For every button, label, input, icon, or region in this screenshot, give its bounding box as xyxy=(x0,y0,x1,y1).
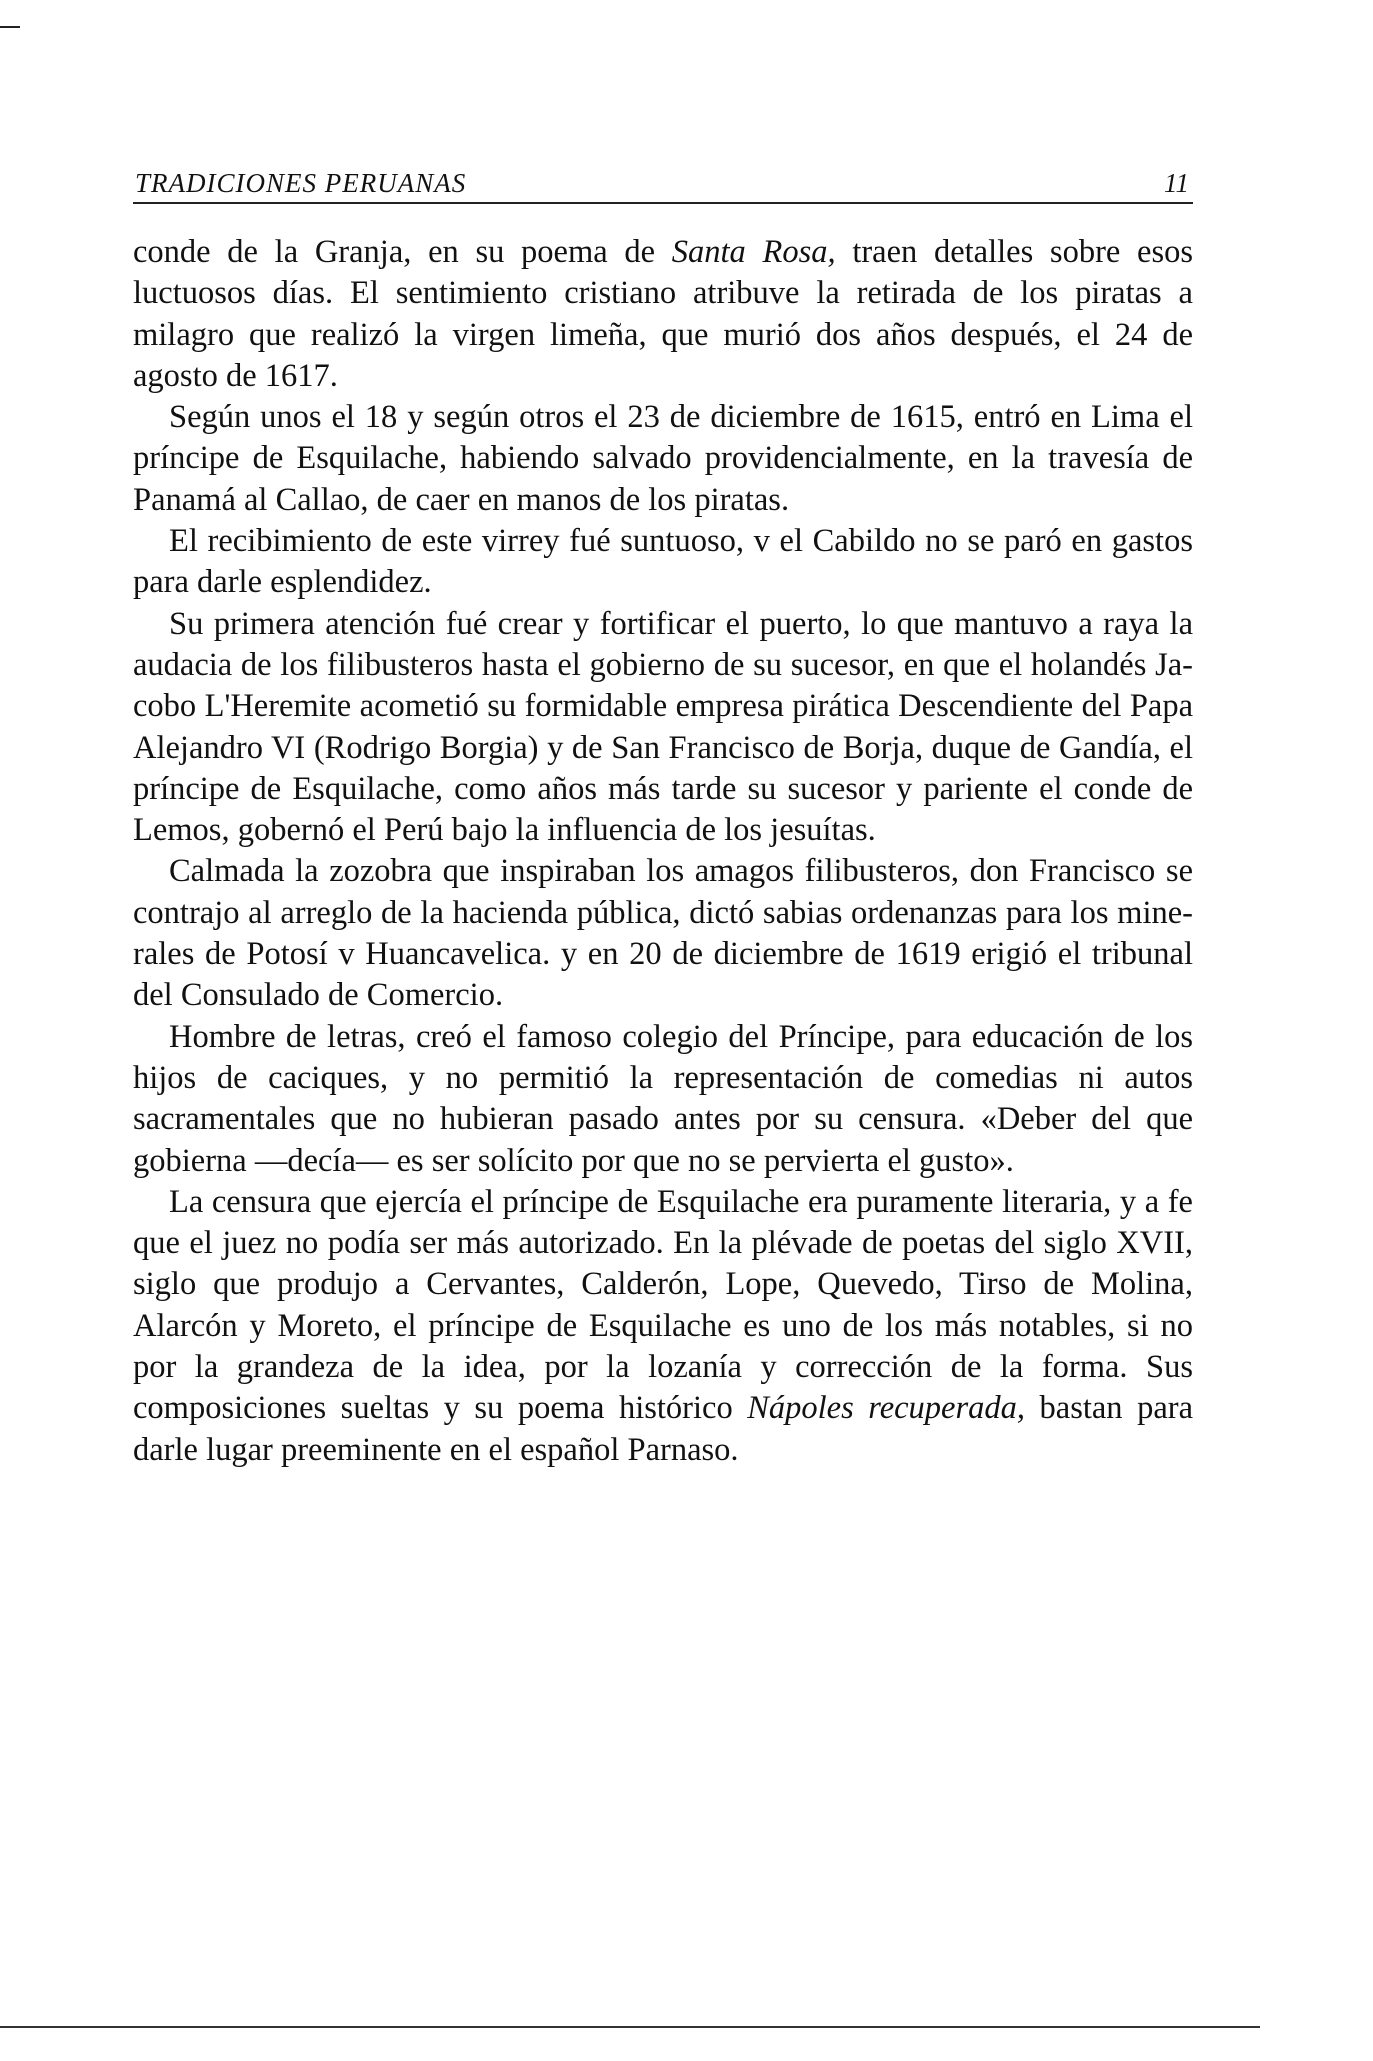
work-title-napoles: Nápoles recuperada, xyxy=(747,1390,1026,1427)
work-title-santa-rosa: Santa Rosa, xyxy=(671,234,836,270)
bottom-rule xyxy=(0,2026,1260,2028)
running-header xyxy=(133,162,1193,204)
corner-mark xyxy=(0,26,20,28)
paragraph-3: El recibimiento de este virrey fué suntuoso, v el Cabildo no se paró en gastos para darle esplendidez. xyxy=(133,523,1193,601)
paragraph-1-text-cont: traen detalles sobre esos luctuosos días. El sentimiento cristiano atribuve la retirada de los piratas a milagro que realizó la virgen limeña, que murió dos años después, el 24 de agosto de 1617. xyxy=(133,234,1194,394)
text-body xyxy=(133,232,1193,1471)
paragraph-2: Según unos el 18 y según otros el 23 de diciembre de 1615, entró en Lima el príncipe de Esquilache, habiendo salvado providencialmente, en la travesía de Panamá al Callao, de caer en manos de los piratas. xyxy=(133,399,1193,518)
paragraph-4: Su primera atención fué crear y fortificar el puerto, lo que mantuvo a raya la audacia de los filibusteros hasta el gobierno de su sucesor, en que el holandés Jacobo L'Heremite acometió su formidable empresa pirática Descendiente del Papa Alejandro VI (Rodrigo Borgia) y de San Francisco de Borja, duque de Gandía, el príncipe de Esquilache, como años más tarde su sucesor y pariente el conde de Lemos, gobernó el Perú bajo la influencia de los jesuítas. xyxy=(133,605,1193,849)
paragraph-5: Calmada la zozobra que inspiraban los amagos filibusteros, don Francisco se contrajo al arreglo de la hacienda pública, dictó sabias ordenanzas para los minerales de Potosí v Huancavelica. y en 20 de diciembre de 1619 erigió el tribunal del Consulado de Comercio. xyxy=(133,853,1193,1014)
page-number: 11 xyxy=(1164,168,1189,198)
paragraph-6: Hombre de letras, creó el famoso colegio del Príncipe, para educación de los hijos de caciques, y no permitió la representación de comedias ni autos sacramentales que no hubieran pasado antes por su censura. «Deber del que gobierna —decía— es ser solícito por que no se pervierta el gusto». xyxy=(133,1018,1193,1179)
paragraph-1-text: conde de la Granja, en su poema de xyxy=(133,234,672,270)
running-title: TRADICIONES PERUANAS xyxy=(135,168,467,198)
paragraph-7-text: La censura que ejercía el príncipe de Esquilache era puramente literaria, y a fe que el juez no podía ser más autorizado. En la plévade de poetas del siglo XVII, siglo que produjo a Cervantes, Calderón, Lope, Quevedo, Tirso de Molina, Alarcón y Moreto, el príncipe de Esquilache es uno de los más notables, si no por la grandeza de la idea, por la lozanía y corrección de la forma. Sus composiciones sueltas y su poema histórico xyxy=(133,1183,1193,1427)
paragraph-7-text-cont: bastan para darle lugar preeminente en el español Parnaso. xyxy=(133,1390,1193,1468)
paragraph-7 xyxy=(133,1182,1193,1471)
paragraph-1 xyxy=(133,232,1193,397)
